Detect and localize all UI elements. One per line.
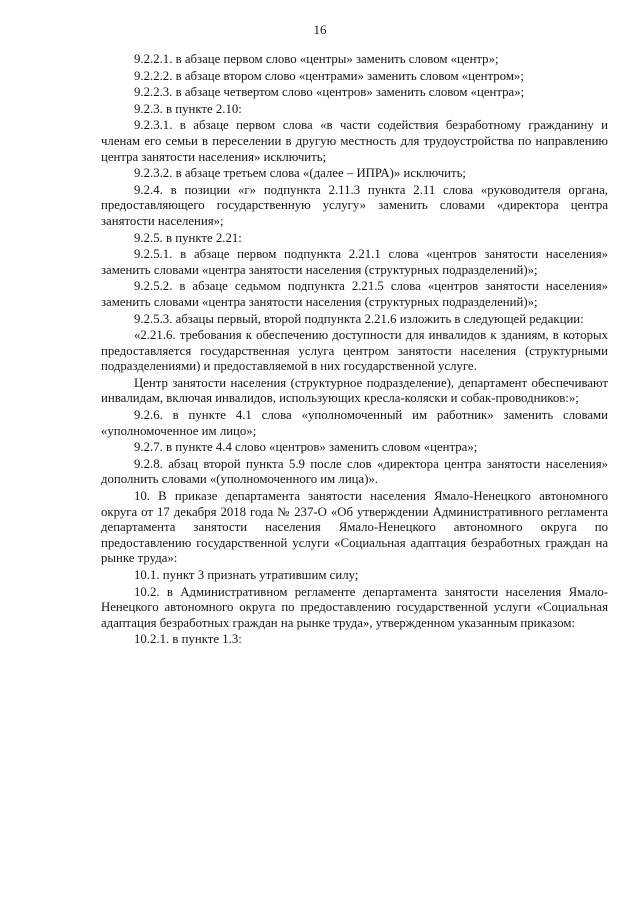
paragraph-9-2-5-1: 9.2.5.1. в абзаце первом подпункта 2.21.1 слова «центров занятости населения» заменить словами «центра занятости населения (структурных подразделений)»; — [101, 247, 608, 277]
paragraph-10-2: 10.2. в Административном регламенте департамента занятости населения Ямало-Ненецкого автономного округа по предоставлению государственной услуги «Социальная адаптация безработных граждан на рынке труда», утвержденном указанным приказом: — [101, 584, 608, 630]
document-body — [101, 52, 608, 648]
paragraph-10-1: 10.1. пункт 3 признать утратившим силу; — [134, 568, 359, 582]
page-number: 16 — [313, 22, 327, 37]
paragraph-9-2-7: 9.2.7. в пункте 4.4 слово «центров» заменить словом «центра»; — [134, 440, 478, 455]
paragraph-9-2-2-1: 9.2.2.1. в абзаце первом слово «центры» заменить словом «центр»; — [134, 52, 499, 66]
paragraph-9-2-3: 9.2.3. в пункте 2.10: — [134, 101, 242, 116]
paragraph-10: 10. В приказе департамента занятости населения Ямало-Ненецкого автономного округа от 17 декабря 2018 года № 237-О «Об утверждении Административного регламента департамента занятости населения Ямало-Ненецкого автономного округа по предоставлению государственной услуги «Социальная адаптация безработных граждан на рынке труда»: — [101, 489, 608, 566]
paragraph-9-2-2-3: 9.2.2.3. в абзаце четвертом слово «центров» заменить словом «центра»; — [134, 85, 525, 100]
paragraph-quote-center: Центр занятости населения (структурное подразделение), департамент обеспечивают инвалидам, включая инвалидов, использующих кресла-коляски и собак-проводников:»; — [101, 375, 608, 406]
paragraph-9-2-5: 9.2.5. в пункте 2.21: — [134, 230, 242, 245]
paragraph-9-2-3-1: 9.2.3.1. в абзаце первом слова «в части содействия безработному гражданину и членам его семьи в переселении в другую местность для трудоустройства по направлению центра занятости населения» исключить; — [101, 118, 608, 164]
paragraph-9-2-3-2: 9.2.3.2. в абзаце третьем слова «(далее – ИПРА)» исключить; — [134, 166, 466, 181]
paragraph-9-2-5-2: 9.2.5.2. в абзаце седьмом подпункта 2.21.5 слова «центров занятости населения» заменить словами «центра занятости населения (структурных подразделений)»; — [101, 279, 608, 309]
paragraph-10-2-1: 10.2.1. в пункте 1.3: — [134, 632, 242, 647]
paragraph-9-2-4: 9.2.4. в позиции «г» подпункта 2.11.3 пункта 2.11 слова «руководителя органа, предоставляющего государственную услугу» заменить словами «директора центра занятости населения»; — [101, 182, 608, 228]
paragraph-9-2-6: 9.2.6. в пункте 4.1 слова «уполномоченный им работник» заменить словами «уполномоченное им лицо»; — [101, 408, 608, 438]
paragraph-9-2-2-2: 9.2.2.2. в абзаце втором слово «центрами» заменить словом «центром»; — [134, 68, 524, 83]
paragraph-quote-2-21-6: «2.21.6. требования к обеспечению доступности для инвалидов к зданиям, в которых предоставляется государственная услуга центром занятости населения (структурными подразделениями) и предоставляемой в них государственной услуге. — [101, 328, 608, 374]
paragraph-9-2-5-3: 9.2.5.3. абзацы первый, второй подпункта 2.21.6 изложить в следующей редакции: — [134, 311, 584, 326]
paragraph-9-2-8: 9.2.8. абзац второй пункта 5.9 после слов «директора центра занятости населения» дополнить словами «(уполномоченного им лица)». — [101, 456, 608, 487]
